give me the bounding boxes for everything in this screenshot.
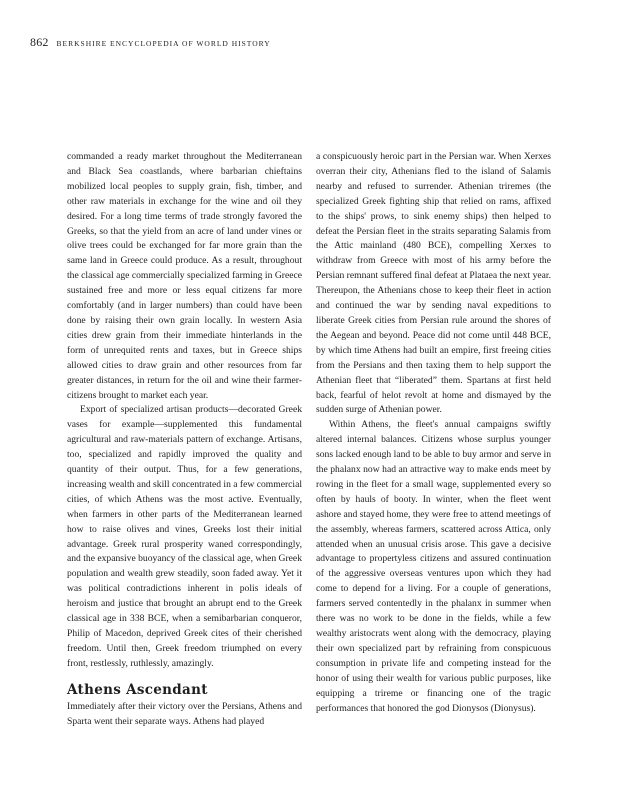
body-paragraph: Export of specialized artisan products—decorated Greek vases for example—supplemented this fundamental agricultural and raw-materials pattern of exchange. Artisans, too, specialized and rapidly improved the quality and quantity of their output. Thus, for a few generations, increasing wealth and skill concentrated in a few commercial cities, of which Athens was the most active. Eventually, when farmers in other parts of the Mediterranean learned how to raise olives and vines, Greeks lost their initial advantage. Greek rural prosperity waned correspondingly, and the expansive buoyancy of the classical age, when Greek population and wealth grew steadily, soon faded away. Yet it was political contradictions inherent in polis ideals of heroism and justice that brought an abrupt end to the Greek classical age in 338 BCE, when a semibarbarian conqueror, Philip of Macedon, deprived Greek cites of their cherished freedom. Until then, Greek freedom triumphed on every front, restlessly, ruthlessly, amazingly. (67, 404, 302, 669)
running-header (30, 35, 271, 50)
page-number: 862 (30, 35, 49, 49)
left-column (67, 150, 302, 729)
body-paragraph: Within Athens, the fleet's annual campaigns swiftly altered internal balances. Citizens whose surplus younger sons lacked enough land to be able to buy armor and serve in the phalanx now had an attractive way to make ends meet by rowing in the fleet for a small wage, supplemented every so often by hauls of booty. In winter, when the fleet went ashore and stayed home, they were free to attend meetings of the assembly, whereas farmers, scattered across Attica, only attended when an unusual crisis arose. This gave a decisive advantage to propertyless citizens and assured continuation of the aggressive overseas ventures upon which they had come to depend for a living. For a couple of generations, farmers served contentedly in the phalanx in summer when there was no work to be done in the fields, while a few wealthy aristocrats went along with the democracy, playing their own specialized part by refraining from conspicuous consumption in private life and competing instead for the honor of using their wealth for various public purposes, like equipping a trireme or financing one of the tragic performances that honored the god Dionysos (Dionysus). (316, 419, 551, 714)
running-title: BERKSHIRE ENCYCLOPEDIA OF WORLD HISTORY (56, 39, 271, 48)
body-paragraph: a conspicuously heroic part in the Persian war. When Xerxes overran their city, Athenians fled to the island of Salamis nearby and refused to surrender. Athenian triremes (the specialized Greek fighting ship that relied on rams, affixed to the ships' prows, to sink enemy ships) then helped to defeat the Persian fleet in the straits separating Salamis from the Attic mainland (480 BCE), compelling Xerxes to withdraw from Greece with most of his army before the Persian remnant suffered final defeat at Plataea the next year. Thereupon, the Athenians chose to keep their fleet in action and continued the war by sending naval expeditions to liberate Greek cities from Persian rule around the shores of the Aegean and beyond. Peace did not come until 448 BCE, by which time Athens had built an empire, first freeing cities from the Persians and then taxing them to help support the Athenian fleet that “liberated” them. Spartans at first held back, fearful of helot revolt at home and dismayed by the sudden surge of Athenian power. (316, 151, 551, 416)
right-column (316, 150, 551, 716)
body-paragraph: commanded a ready market throughout the Mediterranean and Black Sea coastlands, where barbarian chieftains mobilized local peoples to supply grain, fish, timber, and other raw materials in exchange for the wine and oil they desired. For a long time terms of trade strongly favored the Greeks, so that the yield from an acre of land under vines or olive trees could be exchanged for far more grain than the same land in Greece could produce. As a result, throughout the classical age commercially specialized farming in Greece sustained free and more or less equal citizens far more comfortably (and in larger numbers) than could have been done by raising their own grain locally. In western Asia cities drew grain from their immediate hinterlands in the form of unrequited rents and taxes, but in Greece ships allowed cities to draw grain and other resources from far greater distances, in return for the oil and wine their farmer-citizens brought to market each year. (67, 151, 302, 401)
section-heading: Athens Ascendant (67, 681, 208, 698)
body-paragraph: Immediately after their victory over the Persians, Athens and Sparta went their separate ways. Athens had played (67, 700, 302, 727)
